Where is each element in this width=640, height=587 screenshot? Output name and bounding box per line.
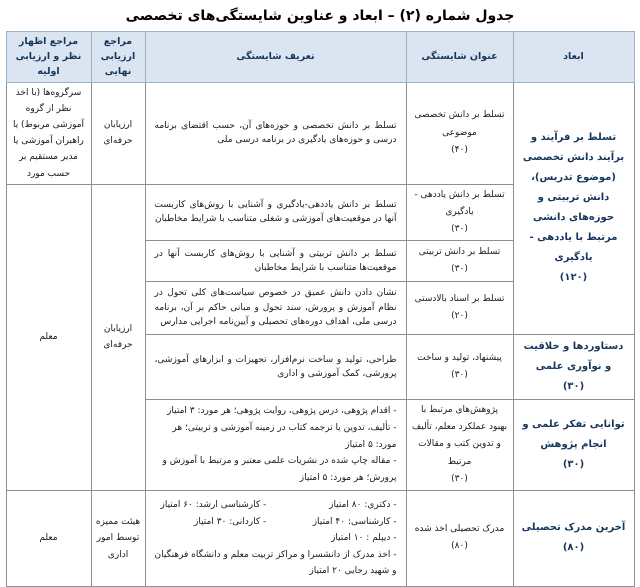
degree-item: - دیپلم : ۱۰ امتیاز [331,533,397,544]
dimension-score: (۱۲۰) [559,272,588,284]
final-evaluator-cell: ارزیابان حرفه‌ای [91,82,145,184]
degree-scores-columns [155,497,397,547]
competency-title-cell [406,240,513,281]
header-final-evaluators: مراجع ارزیابی نهایی [91,32,145,83]
dimension-text: تسلط بر فرآیند و برآیند دانش تخصصی (موضوع تدریس)، دانش تربیتی و حوزه‌های دانشی مرتبط با یاددهی - یادگیری [522,132,625,264]
competency-title-cell [406,334,513,399]
dimension-score: (۳۰) [562,458,585,470]
initial-evaluator-cell: معلم [6,184,91,490]
competency-title-text: مدرک تحصیلی اخذ شده [414,524,505,535]
table-row [6,82,634,184]
header-competency-title: عنوان شایستگی [406,32,513,83]
competency-title-text: تسلط بر دانش یاددهی - یادگیری [414,189,505,217]
table-row [6,490,634,586]
competency-score: (۴۰) [451,144,468,155]
definition-item: - مقاله چاپ شده در نشریات علمی معتبر و مرتبط با آموزش و پرورش؛ هر مورد: ۵ امتیاز [162,456,397,483]
degree-item: - کارشناسی: ۴۰ امتیاز [312,516,397,527]
header-initial-evaluators: مراجع اظهار نظر و ارزیابی اولیه [6,32,91,83]
competency-definition-cell: تسلط بر دانش تربیتی و آشنایی با روش‌های کاربست آنها در موقعیت‌ها متناسب با شرایط مخاطبان [145,240,406,281]
dimension-cell-research [513,399,634,490]
competency-title-cell [406,184,513,240]
competency-score: (۲۰) [451,310,468,321]
final-evaluator-cell: هیئت ممیزه توسط امور اداری [91,490,145,586]
definition-item: - اقدام پژوهی، درس پژوهی، روایت پژوهی؛ هر مورد: ۳ امتیاز [167,406,397,417]
competency-title-text: تسلط بر دانش تخصصی موضوعی [414,110,505,138]
competency-definition-cell: طراحی، تولید و ساخت نرم‌افزار، تجهیزات و ابزارهای آموزشی، پرورشی، کمک آموزشی و اداری [145,334,406,399]
degree-item: - دکتری: ۸۰ امتیاز [329,499,397,510]
competency-score: (۸۰) [451,541,468,552]
competency-score: (۳۰) [451,473,468,484]
dimension-cell-knowledge [513,82,634,334]
initial-evaluator-cell: سرگروه‌ها (با اخذ نظر از گروه آموزشی مربوط) یا راهبران آموزشی یا مدیر مستقیم بر حسب مورد [6,82,91,184]
competency-title-text: تسلط بر اسناد بالادستی [414,293,505,304]
header-competency-definition: تعریف شایستگی [145,32,406,83]
competency-title-text: تسلط بر دانش تربیتی [418,246,501,257]
initial-evaluator-cell: معلم [6,490,91,586]
dimension-cell-degree [513,490,634,586]
degree-scores-right [313,497,397,547]
degree-item: - کارشناسی ارشد: ۶۰ امتیاز [160,499,267,510]
header-row [6,32,634,83]
competency-title-cell [406,82,513,184]
competency-definition-cell [145,399,406,490]
degree-scores-left [155,497,267,547]
competency-definition-cell: نشان دادن دانش عمیق در خصوص سیاست‌های کلی تحول در نظام آموزش و پرورش، سند تحول و مبانی حاکم بر آن، برنامه درسی ملی، اهداف دوره‌های تحصیلی و آیین‌نامه اجرایی مدارس [145,281,406,334]
table-title: جدول شماره (۲) – ابعاد و عناوین شایستگی‌های تخصصی [125,8,515,24]
header-dimensions: ابعاد [513,32,634,83]
degree-item: - کاردانی: ۳۰ امتیاز [194,516,267,527]
competency-title-cell [406,490,513,586]
competency-title-text: پژوهش‌های مرتبط با بهبود عملکرد معلم، تألیف و تدوین کتب و مقالات مرتبط [411,405,508,467]
competency-title-cell [406,399,513,490]
competency-title-text: پیشنهاد، تولید و ساخت [417,352,502,363]
competencies-table [6,31,635,587]
dimension-score: (۳۰) [562,380,585,392]
dimension-text: توانایی تفکر علمی و انجام پژوهش [522,418,625,450]
competency-score: (۳۰) [451,263,468,274]
competency-score: (۳۰) [451,223,468,234]
competency-definition-cell [145,490,406,586]
dimension-cell-achievements [513,334,634,399]
degree-item-full: - اخذ مدرک از دانشسرا و مراکز تربیت معلم و دانشگاه فرهنگیان و شهید رجایی ۲۰ امتیاز [154,549,397,577]
definition-item: - تألیف، تدوین یا ترجمه کتاب در زمینه آموزشی و تربیتی؛ هر مورد: ۵ امتیاز [172,423,397,450]
competency-title-cell [406,281,513,334]
competency-score: (۳۰) [451,369,468,380]
dimension-text: دستاوردها و خلاقیت و نوآوری علمی [523,340,624,372]
final-evaluator-cell: ارزیابان حرفه‌ای [91,184,145,490]
dimension-score: (۸۰) [562,542,585,554]
dimension-text: آخرین مدرک تحصیلی [521,522,626,534]
competency-definition-cell: تسلط بر دانش تخصصی و حوزه‌های آن، حسب اقتضای برنامه درسی و حوزه‌های یادگیری در برنامه درسی ملی [145,82,406,184]
competency-definition-cell: تسلط بر دانش یاددهی-یادگیری و آشنایی با روش‌های کاربست آنها در موقعیت‌های آموزشی و شغلی متناسب با شرایط مخاطبان [145,184,406,240]
